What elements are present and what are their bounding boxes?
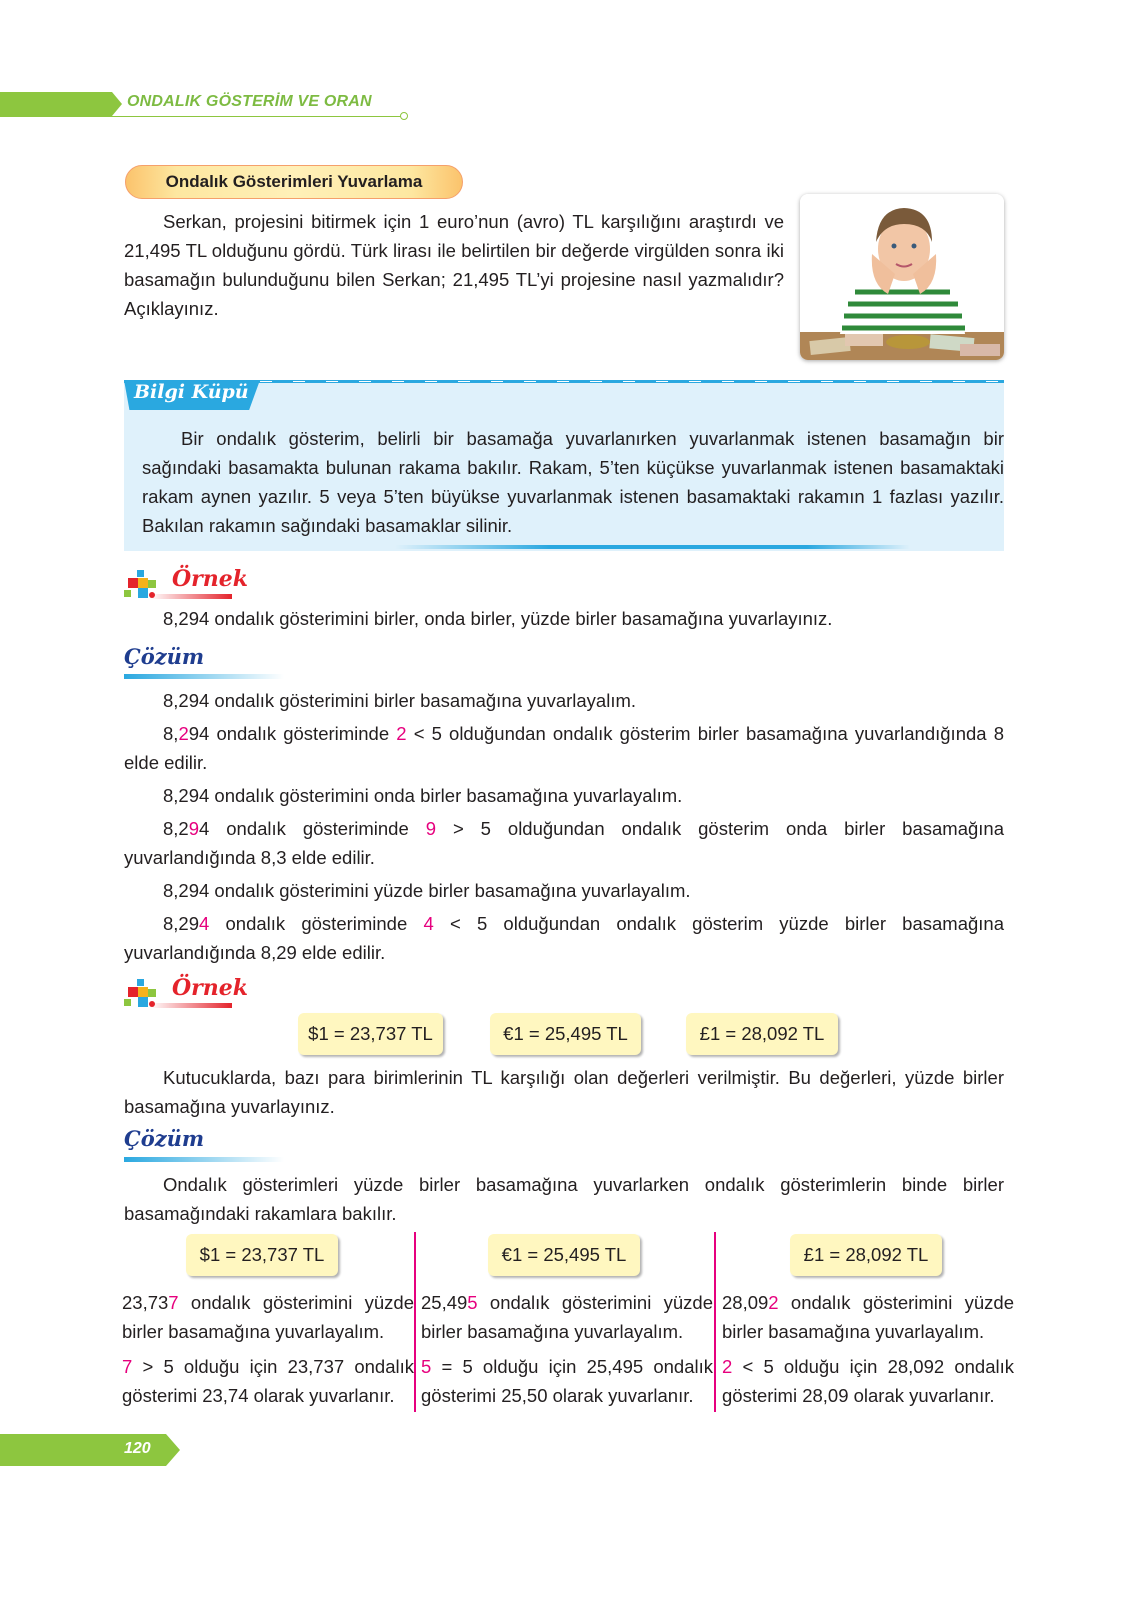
- header-band: [0, 92, 112, 116]
- info-box-dashes: [260, 381, 1004, 382]
- solution2-column-usd: [122, 1288, 414, 1410]
- solution1-step-5: 8,294 ondalık gösterimini yüzde birler basamağına yuvarlayalım.: [163, 880, 691, 901]
- rate-box-gbp: £1 = 28,092 TL: [686, 1013, 838, 1055]
- solution1-step-4: 8,294 ondalık gösteriminde 9 > 5 olduğundan ondalık gösterim onda birler basamağına yuvarlandığında 8,3 elde edilir.: [124, 818, 1004, 868]
- column-gbp-line2: 2 < 5 olduğu için 28,092 ondalık gösterimi 28,09 olarak yuvarlanır.: [722, 1356, 1014, 1406]
- example2-label-bar: [150, 1003, 232, 1008]
- column-eur-line2: 5 = 5 olduğu için 25,495 ondalık gösterimi 25,50 olarak yuvarlanır.: [421, 1356, 713, 1406]
- solution1-step-1: 8,294 ondalık gösterimini birler basamağına yuvarlayalım.: [163, 690, 637, 711]
- solution1-step-6: 8,294 ondalık gösteriminde 4 < 5 olduğundan ondalık gösterim yüzde birler basamağına yuvarlandığında 8,29 elde edilir.: [124, 913, 1004, 963]
- solution1-label-bar: [124, 674, 284, 679]
- example1-label: Örnek: [172, 566, 248, 592]
- solution2-column-gbp: [722, 1288, 1014, 1410]
- header-rule: [0, 116, 402, 117]
- footer-arrow: [166, 1434, 180, 1466]
- column-usd-line1: 23,737 ondalık gösterimini yüzde birler basamağına yuvarlayalım.: [122, 1292, 414, 1342]
- rate-box-usd-solution: $1 = 23,737 TL: [186, 1234, 338, 1276]
- example2-question: Kutucuklarda, bazı para birimlerinin TL karşılığı olan değerleri verilmiştir. Bu değerleri, yüzde birler basamağına yuvarlayınız.: [124, 1067, 1004, 1117]
- column-usd-line2: 7 > 5 olduğu için 23,737 ondalık gösterimi 23,74 olarak yuvarlanır.: [122, 1356, 414, 1406]
- page-number: 120: [124, 1440, 151, 1457]
- intro-paragraph: Serkan, projesini bitirmek için 1 euro’nun (avro) TL karşılığını araştırdı ve 21,495 TL olduğunu gördü. Türk lirası ile belirtilen bir değerde virgülden sonra iki basamağın bulunduğunu bilen Serkan; 21,495 TL’yi projesine nasıl yazmalıdır? Açıklayınız.: [124, 211, 784, 319]
- info-box-underline: [395, 545, 910, 549]
- rate-box-eur: €1 = 25,495 TL: [490, 1013, 641, 1055]
- column-divider: [714, 1232, 716, 1412]
- header-arrow: [112, 92, 122, 116]
- boy-with-money-photo: [800, 194, 1004, 360]
- section-title: ONDALIK GÖSTERİM VE ORAN: [127, 93, 372, 110]
- solution2-label: Çözüm: [124, 1126, 205, 1151]
- info-box-label: Bilgi Küpü: [134, 381, 249, 403]
- example2-label: Örnek: [172, 975, 248, 1001]
- solution2-column-eur: [421, 1288, 713, 1410]
- column-gbp-line1: 28,092 ondalık gösterimini yüzde birler basamağına yuvarlayalım.: [722, 1292, 1014, 1342]
- solution1-step-2: 8,294 ondalık gösteriminde 2 < 5 olduğundan ondalık gösterim birler basamağına yuvarlandığında 8 elde edilir.: [124, 723, 1004, 773]
- solution2-intro: Ondalık gösterimleri yüzde birler basamağına yuvarlarken ondalık gösterimlerin binde birler basamağındaki rakamlara bakılır.: [124, 1174, 1004, 1224]
- rate-box-usd: $1 = 23,737 TL: [298, 1013, 443, 1055]
- solution1-steps: [124, 686, 1004, 967]
- header-rule-dot: [400, 112, 408, 120]
- solution2-label-bar: [124, 1157, 284, 1162]
- example1-question: 8,294 ondalık gösterimini birler, onda birler, yüzde birler basamağına yuvarlayınız.: [163, 608, 833, 629]
- solution1-label: Çözüm: [124, 644, 205, 669]
- column-divider: [414, 1232, 416, 1412]
- rate-box-gbp-solution: £1 = 28,092 TL: [790, 1234, 942, 1276]
- info-box-text: Bir ondalık gösterim, belirli bir basamağa yuvarlanırken yuvarlanmak istenen basamağın bir sağındaki basamakta bulunan rakama bakılır. Rakam, 5’ten küçükse yuvarlanmak istenen basamaktaki rakam aynen yazılır. 5 veya 5’ten büyükse yuvarlanmak istenen basamaktaki rakamın 1 fazlası yazılır. Bakılan rakamın sağındaki basamaklar silinir.: [142, 428, 1004, 536]
- rate-box-eur-solution: €1 = 25,495 TL: [488, 1234, 640, 1276]
- example1-label-bar: [150, 594, 232, 599]
- topic-title-pill: Ondalık Gösterimleri Yuvarlama: [125, 165, 463, 199]
- solution1-step-3: 8,294 ondalık gösterimini onda birler basamağına yuvarlayalım.: [163, 785, 683, 806]
- column-eur-line1: 25,495 ondalık gösterimini yüzde birler basamağına yuvarlayalım.: [421, 1292, 713, 1342]
